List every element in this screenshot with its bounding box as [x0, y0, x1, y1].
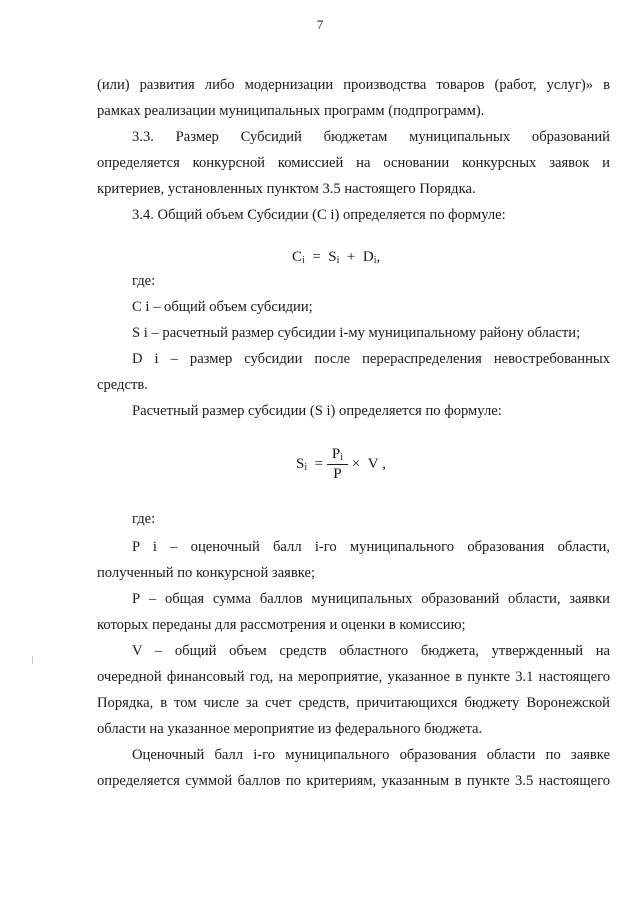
definition-s — [97, 320, 610, 346]
text-line: D i – размер субсидии после перераспределения невостребованных — [132, 351, 610, 367]
text-line: P i – оценочный балл i-го муниципального образования области, — [132, 539, 610, 555]
formula-sub: i — [304, 461, 308, 473]
text-line: 3.3. Размер Субсидий бюджетам муниципальных образований — [132, 129, 610, 145]
formula-eq: = — [314, 455, 324, 472]
text-line: (или) развития либо модернизации производства товаров (работ, услуг)» в — [97, 77, 610, 93]
fraction-numerator: Pi — [327, 446, 348, 465]
formula-fraction — [327, 446, 348, 483]
text-line: С i – общий объем субсидии; — [132, 299, 313, 315]
text-line: Р – общая сумма баллов муниципальных образований области, заявки — [132, 591, 610, 607]
definition-p — [97, 586, 610, 638]
page-number: 7 — [316, 17, 324, 32]
text-line: определяется суммой баллов по критериям, указанным в пункте 3.5 настоящего — [97, 773, 610, 789]
formula-tail: , — [376, 249, 381, 265]
text-line: S i – расчетный размер субсидии i-му муниципальному району области; — [132, 325, 581, 341]
paragraph-3-3 — [97, 124, 610, 202]
text-line: Расчетный размер субсидии (S i) определяется по формуле: — [132, 403, 502, 419]
formula-v: V — [367, 455, 379, 472]
formula-plus: + — [346, 249, 356, 265]
text-line: полученный по конкурсной заявке; — [97, 565, 316, 581]
text-line: Порядка, в том числе за счет средств, причитающихся бюджету Воронежской — [97, 695, 610, 711]
formula-s: S — [328, 249, 337, 265]
text-line: области на указанное мероприятие из федерального бюджета. — [97, 721, 483, 737]
text-line: средств. — [97, 377, 148, 393]
text-line: которых переданы для рассмотрения и оценки в комиссию; — [97, 617, 466, 633]
paragraph-continuation — [97, 72, 610, 124]
formula-tail: , — [382, 455, 387, 472]
formula-times: × — [351, 455, 361, 472]
formula-calc-subsidy — [296, 446, 386, 483]
where-label-2 — [97, 506, 610, 532]
definition-v — [97, 638, 610, 742]
margin-mark — [32, 656, 33, 664]
paragraph-calc-size — [97, 398, 610, 424]
definition-pi — [97, 534, 610, 586]
formula-d: D — [362, 249, 374, 265]
definition-c — [97, 294, 610, 320]
text-line: рамках реализации муниципальных программ (подпрограмм). — [97, 103, 485, 119]
formula-sub: i — [302, 255, 305, 266]
text-line: определяется конкурсной комиссией на основании конкурсных заявок и — [97, 155, 610, 171]
text-line: очередной финансовый год, на мероприятие, указанное в пункте 3.1 настоящего — [97, 669, 610, 685]
paragraph-score — [97, 742, 610, 794]
text-line: Оценочный балл i-го муниципального образования области по заявке — [132, 747, 610, 763]
text-line: 3.4. Общий объем Субсидии (С i) определяется по формуле: — [132, 207, 506, 223]
text-line: где: — [132, 273, 156, 289]
text-line: критериев, установленных пунктом 3.5 настоящего Порядка. — [97, 181, 476, 197]
definition-d — [97, 346, 610, 398]
formula-s: S — [296, 455, 305, 472]
paragraph-3-4 — [97, 202, 610, 228]
text-line: V – общий объем средств областного бюджета, утвержденный на — [132, 643, 610, 659]
formula-eq: = — [312, 249, 321, 265]
formula-sub: i — [336, 255, 340, 266]
fraction-denominator: P — [333, 466, 342, 482]
formula-sub: i — [373, 255, 377, 266]
formula-c: С — [292, 249, 303, 265]
where-label-1 — [97, 268, 610, 294]
formula-total-subsidy — [292, 249, 380, 266]
text-line: где: — [132, 511, 156, 527]
